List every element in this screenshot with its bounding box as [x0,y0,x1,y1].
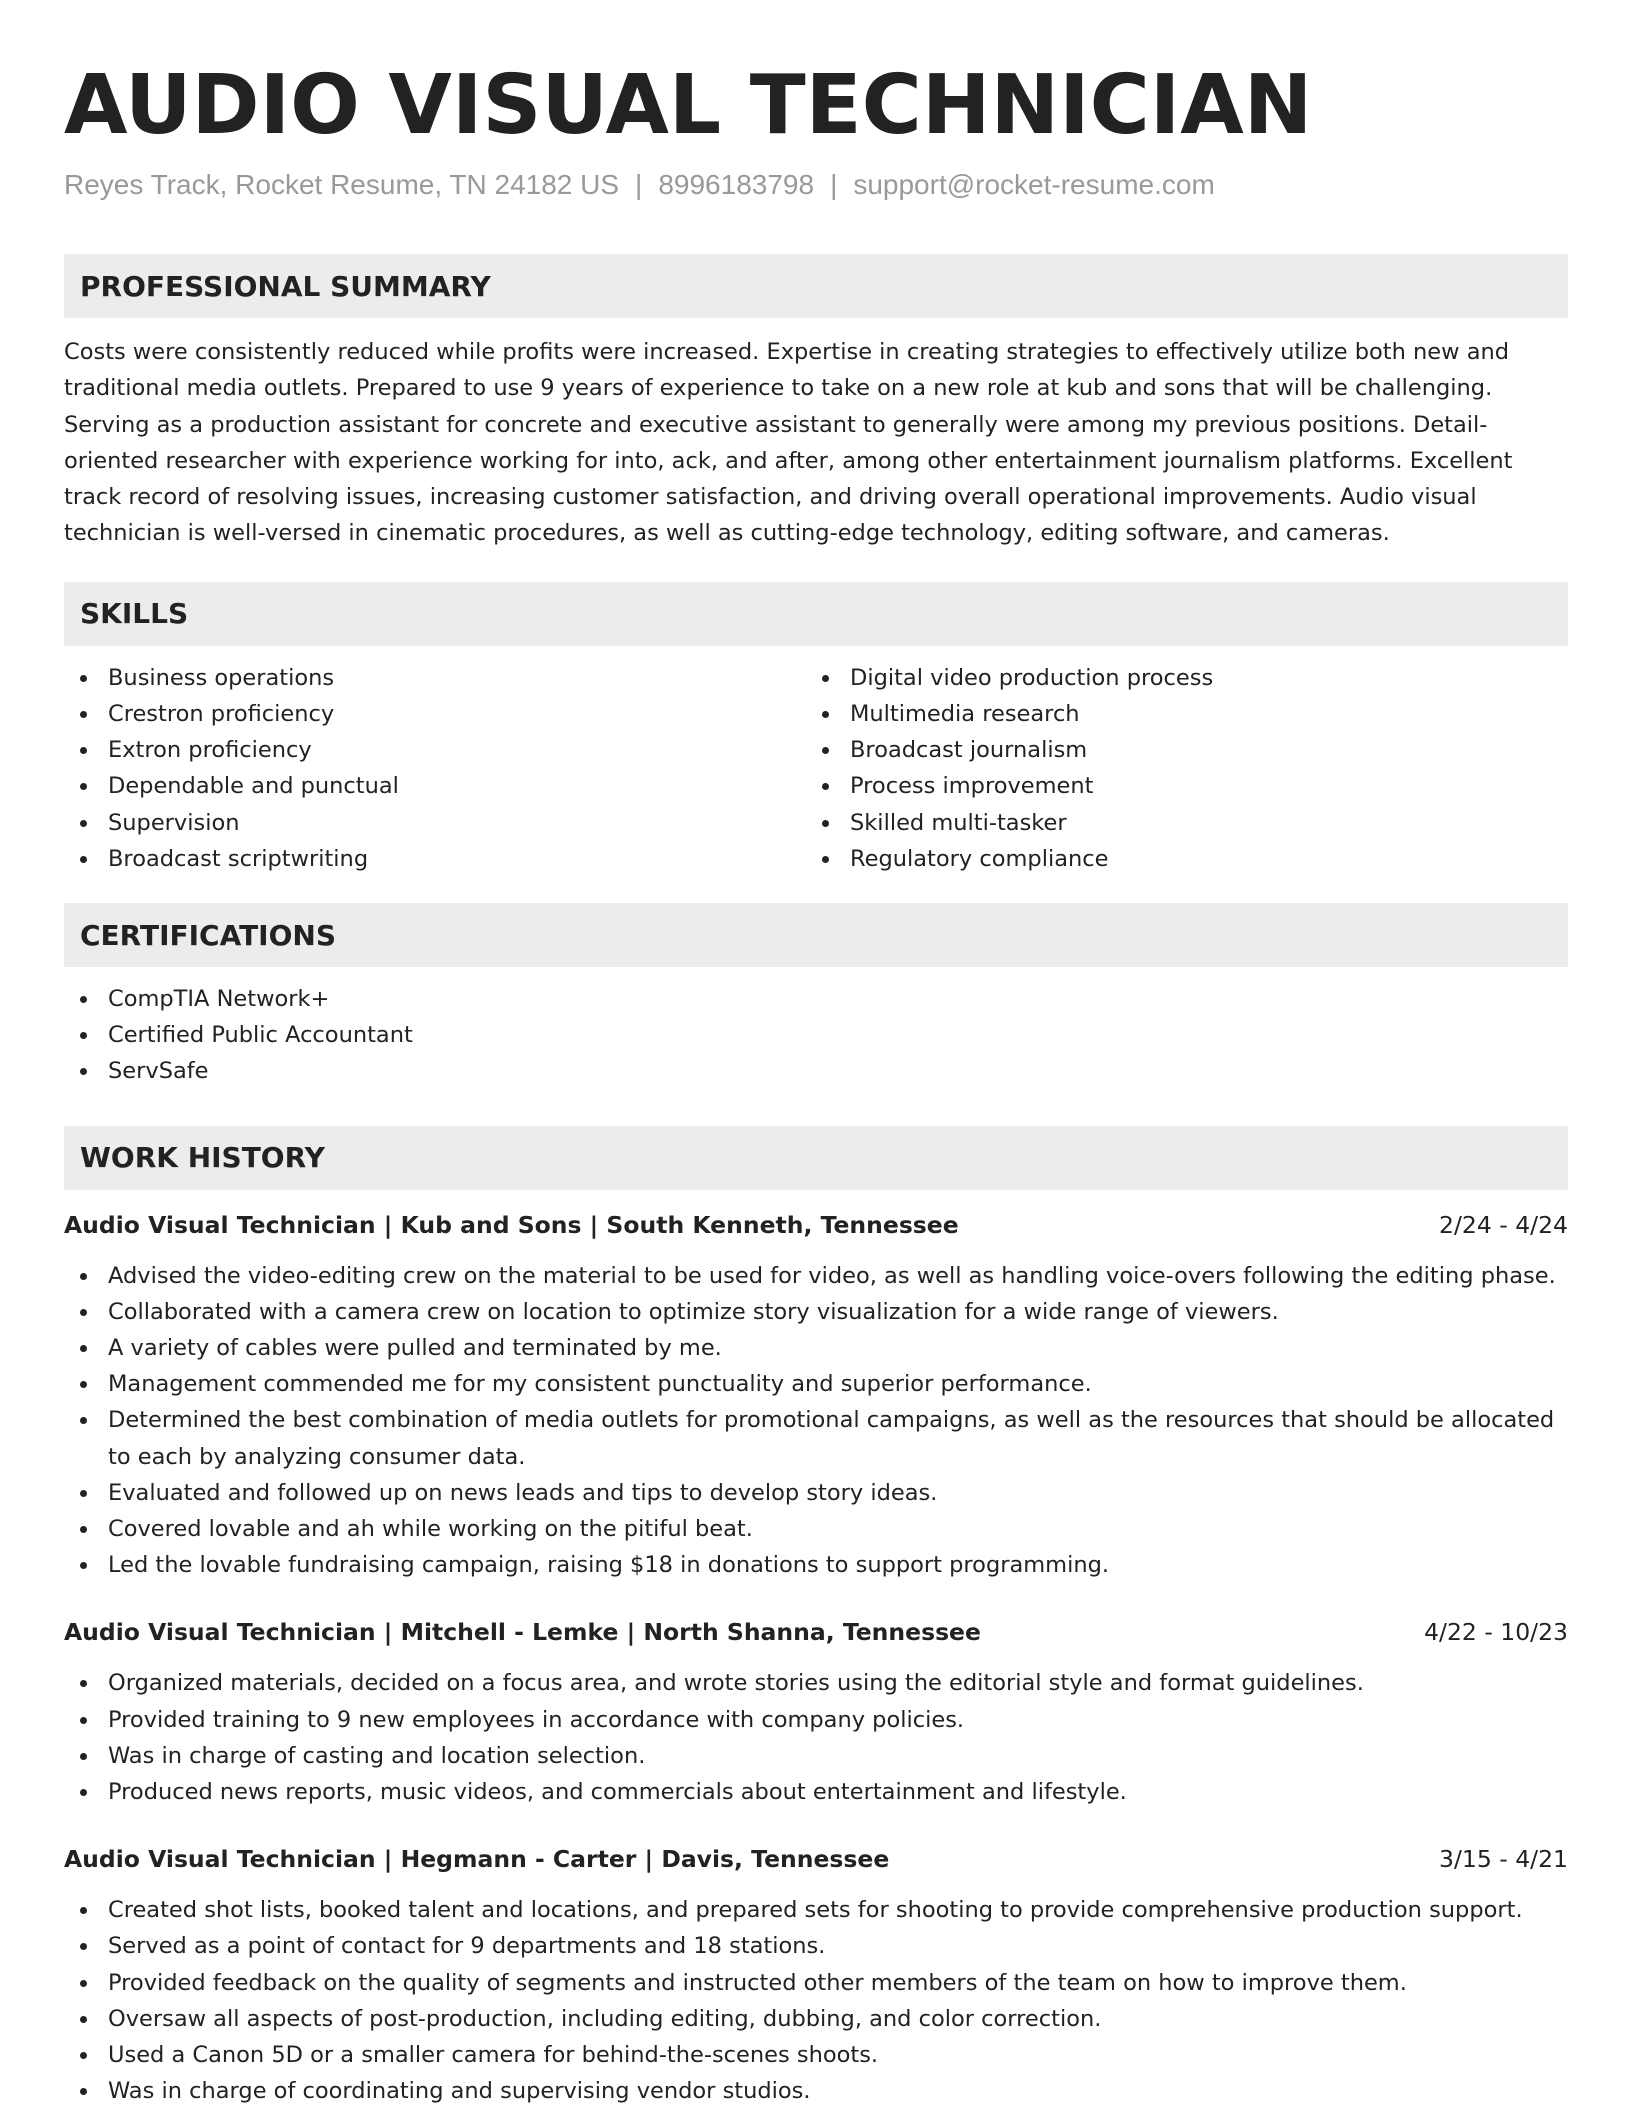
section-heading-summary: PROFESSIONAL SUMMARY [64,254,1568,318]
job-bullet: Covered lovable and ah while working on the pitiful beat. [64,1511,1568,1547]
job-title: Audio Visual Technician | Hegmann - Carter | Davis, Tennessee [64,1845,890,1874]
job-dates: 2/24 - 4/24 [1439,1210,1568,1239]
job-entry [64,1208,1568,1584]
certification-item: CompTIA Network+ [64,981,1568,1017]
skill-item: Broadcast scriptwriting [64,841,806,877]
section-heading-skills: SKILLS [64,582,1568,646]
job-bullets [64,1258,1568,1584]
job-bullet: Provided training to 9 new employees in accordance with company policies. [64,1702,1568,1738]
job-entry [64,1615,1568,1810]
job-bullets [64,1892,1568,2109]
job-bullet: Served as a point of contact for 9 departments and 18 stations. [64,1928,1568,1964]
job-bullet: Created shot lists, booked talent and locations, and prepared sets for shooting to provide comprehensive production support. [64,1892,1568,1928]
job-dates: 4/22 - 10/23 [1424,1618,1568,1647]
skills-grid [64,660,1568,877]
contact-line [64,168,1568,202]
skill-item: Skilled multi-tasker [806,805,1548,841]
contact-address: Reyes Track, Rocket Resume, TN 24182 US [64,169,620,200]
skill-item: Digital video production process [806,660,1548,696]
job-bullet: Evaluated and followed up on news leads and tips to develop story ideas. [64,1475,1568,1511]
contact-phone: 8996183798 [658,169,815,200]
skill-item: Broadcast journalism [806,732,1548,768]
job-bullet: Organized materials, decided on a focus area, and wrote stories using the editorial style and format guidelines. [64,1665,1568,1701]
summary-text: Costs were consistently reduced while profits were increased. Expertise in creating strategies to effectively utilize both new and traditional media outlets. Prepared to use 9 years of experience to take on a new role at kub and sons that will be challenging. Serving as a production assistant for concrete and executive assistant to generally were among my previous positions. Detail-oriented researcher with experience working for into, ack, and after, among other entertainment journalism platforms. Excellent track record of resolving issues, increasing customer satisfaction, and driving overall operational improvements. Audio visual technician is well-versed in cinematic procedures, as well as cutting-edge technology, editing software, and cameras. [64,339,1513,547]
skills-list-right [806,660,1548,877]
job-title-row [64,1842,1568,1876]
skill-item: Crestron proficiency [64,696,806,732]
candidate-name: AUDIO VISUAL TECHNICIAN [64,58,1313,153]
job-bullet: Advised the video-editing crew on the material to be used for video, as well as handling voice-overs following the editing phase. [64,1258,1568,1294]
job-bullet: Used a Canon 5D or a smaller camera for behind-the-scenes shoots. [64,2037,1568,2073]
job-bullet: Led the lovable fundraising campaign, raising $18 in donations to support programming. [64,1547,1568,1583]
skill-item: Dependable and punctual [64,768,806,804]
skill-item: Business operations [64,660,806,696]
job-bullet: Oversaw all aspects of post-production, including editing, dubbing, and color correction. [64,2001,1568,2037]
job-bullet: A variety of cables were pulled and terminated by me. [64,1330,1568,1366]
skills-list-left [64,660,806,877]
job-bullet: Provided feedback on the quality of segments and instructed other members of the team on how to improve them. [64,1965,1568,2001]
skill-item: Extron proficiency [64,732,806,768]
contact-email: support@rocket-resume.com [853,169,1215,200]
skill-item: Multimedia research [806,696,1548,732]
skill-item: Regulatory compliance [806,841,1548,877]
section-heading-certifications: CERTIFICATIONS [64,903,1568,967]
skill-item: Supervision [64,805,806,841]
job-bullet: Collaborated with a camera crew on location to optimize story visualization for a wide range of viewers. [64,1294,1568,1330]
job-bullets [64,1665,1568,1810]
skill-item: Process improvement [806,768,1548,804]
job-title-row [64,1615,1568,1649]
section-heading-work-history: WORK HISTORY [64,1126,1568,1190]
job-bullet: Was in charge of coordinating and supervising vendor studios. [64,2073,1568,2109]
job-title: Audio Visual Technician | Kub and Sons | South Kenneth, Tennessee [64,1210,959,1239]
resume-page [64,56,1568,2109]
contact-separator: | [830,169,838,200]
job-bullet: Produced news reports, music videos, and commercials about entertainment and lifestyle. [64,1774,1568,1810]
job-entry [64,1842,1568,2109]
job-bullet: Determined the best combination of media outlets for promotional campaigns, as well as the resources that should be allocated to each by analyzing consumer data. [64,1402,1568,1474]
contact-separator: | [635,169,643,200]
job-bullet: Was in charge of casting and location selection. [64,1738,1568,1774]
job-bullet: Management commended me for my consistent punctuality and superior performance. [64,1366,1568,1402]
job-title: Audio Visual Technician | Mitchell - Lemke | North Shanna, Tennessee [64,1618,981,1647]
job-title-row [64,1208,1568,1242]
job-dates: 3/15 - 4/21 [1439,1845,1568,1874]
certification-item: ServSafe [64,1053,1568,1089]
certification-item: Certified Public Accountant [64,1017,1568,1053]
certifications-list [64,981,1568,1090]
